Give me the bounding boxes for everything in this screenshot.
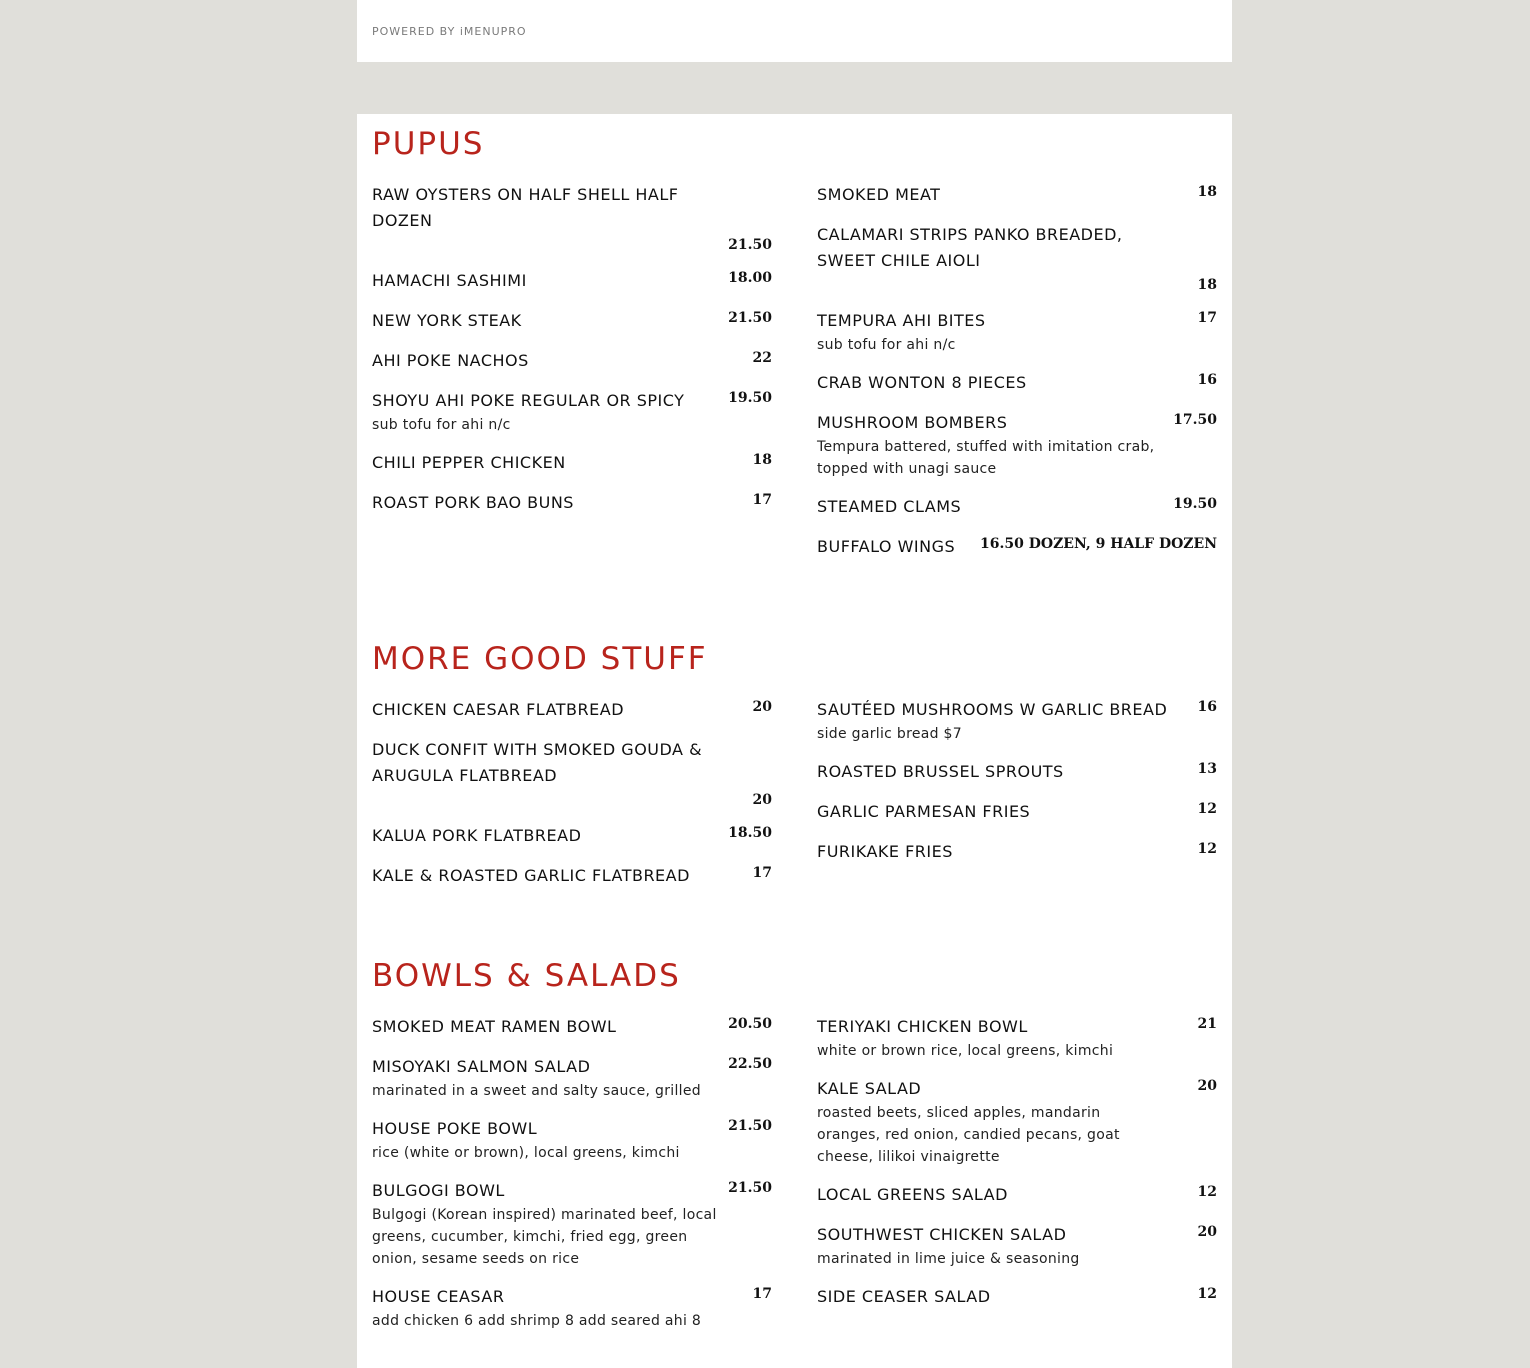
item-name: SMOKED MEAT RAMEN BOWL [372, 1017, 617, 1036]
item-price: 17.50 [1173, 412, 1217, 428]
item-name: TEMPURA AHI BITES [817, 311, 986, 330]
item-price: 21.50 [728, 1180, 772, 1196]
item-price: 18 [1197, 184, 1217, 200]
item-price: 17 [752, 865, 772, 881]
item-price: 22.50 [728, 1056, 772, 1072]
item-name: LOCAL GREENS SALAD [817, 1185, 1008, 1204]
item-price: 21.50 [728, 237, 772, 253]
item-price: 21.50 [728, 310, 772, 326]
menu-item [817, 222, 1217, 294]
item-price: 16.50 DOZEN, 9 HALF DOZEN [980, 536, 1217, 552]
item-name: CHICKEN CAESAR FLATBREAD [372, 700, 625, 719]
item-name: BUFFALO WINGS [817, 537, 956, 556]
menu-item [372, 1116, 772, 1164]
item-price: 18.00 [728, 270, 772, 286]
item-price: 20 [752, 792, 772, 808]
item-description: rice (white or brown), local greens, kimchi [372, 1145, 680, 1161]
item-name: CRAB WONTON 8 PIECES [817, 373, 1027, 392]
item-price: 20 [752, 699, 772, 715]
column-right [817, 1014, 1217, 1324]
menu-item [817, 370, 1217, 396]
menu-item [817, 839, 1217, 865]
column-left [372, 1014, 772, 1346]
menu-item [372, 182, 772, 254]
item-price: 16 [1197, 372, 1217, 388]
item-name: KALE & ROASTED GARLIC FLATBREAD [372, 866, 690, 885]
item-price: 20 [1197, 1224, 1217, 1240]
item-name: CALAMARI STRIPS PANKO BREADED, SWEET CHILE AIOLI [817, 225, 1123, 270]
item-description: Tempura battered, stuffed with imitation crab, topped with unagi sauce [817, 439, 1155, 477]
item-name: KALUA PORK FLATBREAD [372, 826, 582, 845]
menu-item [817, 1222, 1217, 1270]
item-name: SIDE CEASER SALAD [817, 1287, 991, 1306]
item-price: 20.50 [728, 1016, 772, 1032]
item-name: STEAMED CLAMS [817, 497, 962, 516]
menu-item [372, 823, 772, 849]
item-name: SHOYU AHI POKE REGULAR OR SPICY [372, 391, 685, 410]
section-title-pupus: PUPUS [372, 126, 485, 162]
menu-item [817, 410, 1217, 480]
item-description: add chicken 6 add shrimp 8 add seared ahi 8 [372, 1313, 702, 1329]
column-right [817, 697, 1217, 879]
item-name: SMOKED MEAT [817, 185, 941, 204]
item-price: 19.50 [728, 390, 772, 406]
item-description: marinated in a sweet and salty sauce, grilled [372, 1083, 701, 1099]
item-price: 19.50 [1173, 496, 1217, 512]
menu-item [817, 534, 1217, 560]
menu-item [817, 494, 1217, 520]
powered-by-card [357, 0, 1232, 62]
item-name: DUCK CONFIT WITH SMOKED GOUDA & ARUGULA FLATBREAD [372, 740, 703, 785]
menu-item [372, 697, 772, 723]
menu-item [372, 1054, 772, 1102]
item-price: 21 [1197, 1016, 1217, 1032]
item-description: sub tofu for ahi n/c [817, 337, 956, 353]
item-price: 17 [752, 492, 772, 508]
item-price: 21.50 [728, 1118, 772, 1134]
item-price: 12 [1197, 1286, 1217, 1302]
item-name: TERIYAKI CHICKEN BOWL [817, 1017, 1028, 1036]
section-pupus [372, 126, 1217, 556]
item-price: 18 [752, 452, 772, 468]
item-price: 12 [1197, 801, 1217, 817]
menu-item [817, 1182, 1217, 1208]
menu-item [372, 863, 772, 889]
section-bowls-salads [372, 958, 1217, 1329]
item-name: RAW OYSTERS ON HALF SHELL HALF DOZEN [372, 185, 679, 230]
item-description: marinated in lime juice & seasoning [817, 1251, 1080, 1267]
item-name: HOUSE CEASAR [372, 1287, 505, 1306]
menu-item [817, 1014, 1217, 1062]
menu-item [817, 308, 1217, 356]
menu-item [817, 697, 1217, 745]
item-description: roasted beets, sliced apples, mandarin oranges, red onion, candied pecans, goat cheese, lilikoi vinaigrette [817, 1105, 1120, 1165]
item-name: MISOYAKI SALMON SALAD [372, 1057, 591, 1076]
menu-item [817, 1076, 1217, 1168]
item-price: 16 [1197, 699, 1217, 715]
column-right [817, 182, 1217, 574]
item-name: SAUTÉED MUSHROOMS W GARLIC BREAD [817, 700, 1168, 719]
item-name: GARLIC PARMESAN FRIES [817, 802, 1031, 821]
item-price: 12 [1197, 1184, 1217, 1200]
item-name: MUSHROOM BOMBERS [817, 413, 1008, 432]
menu-item [372, 388, 772, 436]
menu-item [372, 737, 772, 809]
menu-item [817, 1284, 1217, 1310]
item-name: HOUSE POKE BOWL [372, 1119, 538, 1138]
item-price: 22 [752, 350, 772, 366]
section-more-good-stuff [372, 641, 1217, 885]
item-name: SOUTHWEST CHICKEN SALAD [817, 1225, 1067, 1244]
menu-item [372, 450, 772, 476]
menu-item [372, 268, 772, 294]
item-price: 12 [1197, 841, 1217, 857]
item-name: ROASTED BRUSSEL SPROUTS [817, 762, 1064, 781]
item-description: sub tofu for ahi n/c [372, 417, 511, 433]
item-name: HAMACHI SASHIMI [372, 271, 527, 290]
item-description: Bulgogi (Korean inspired) marinated beef, local greens, cucumber, kimchi, fried egg, green onion, sesame seeds on rice [372, 1207, 717, 1267]
item-name: KALE SALAD [817, 1079, 922, 1098]
menu-item [817, 182, 1217, 208]
menu-item [372, 1014, 772, 1040]
item-price: 17 [752, 1286, 772, 1302]
item-name: NEW YORK STEAK [372, 311, 522, 330]
menu-item [372, 490, 772, 516]
menu-item [372, 348, 772, 374]
item-name: BULGOGI BOWL [372, 1181, 505, 1200]
item-description: white or brown rice, local greens, kimchi [817, 1043, 1114, 1059]
item-name: AHI POKE NACHOS [372, 351, 529, 370]
item-name: FURIKAKE FRIES [817, 842, 953, 861]
menu-card [357, 114, 1232, 1368]
menu-item [817, 799, 1217, 825]
menu-item [372, 308, 772, 334]
item-price: 17 [1197, 310, 1217, 326]
item-name: CHILI PEPPER CHICKEN [372, 453, 566, 472]
column-left [372, 697, 772, 903]
column-left [372, 182, 772, 530]
item-description: side garlic bread $7 [817, 726, 962, 742]
item-price: 20 [1197, 1078, 1217, 1094]
item-price: 13 [1197, 761, 1217, 777]
menu-item [817, 759, 1217, 785]
menu-item [372, 1178, 772, 1270]
item-name: ROAST PORK BAO BUNS [372, 493, 574, 512]
section-title-more-good-stuff: MORE GOOD STUFF [372, 641, 708, 677]
section-title-bowls-salads: BOWLS & SALADS [372, 958, 681, 994]
item-price: 18.50 [728, 825, 772, 841]
powered-by-text: POWERED BY iMENUPRO [372, 25, 527, 38]
menu-item [372, 1284, 772, 1332]
item-price: 18 [1197, 277, 1217, 293]
